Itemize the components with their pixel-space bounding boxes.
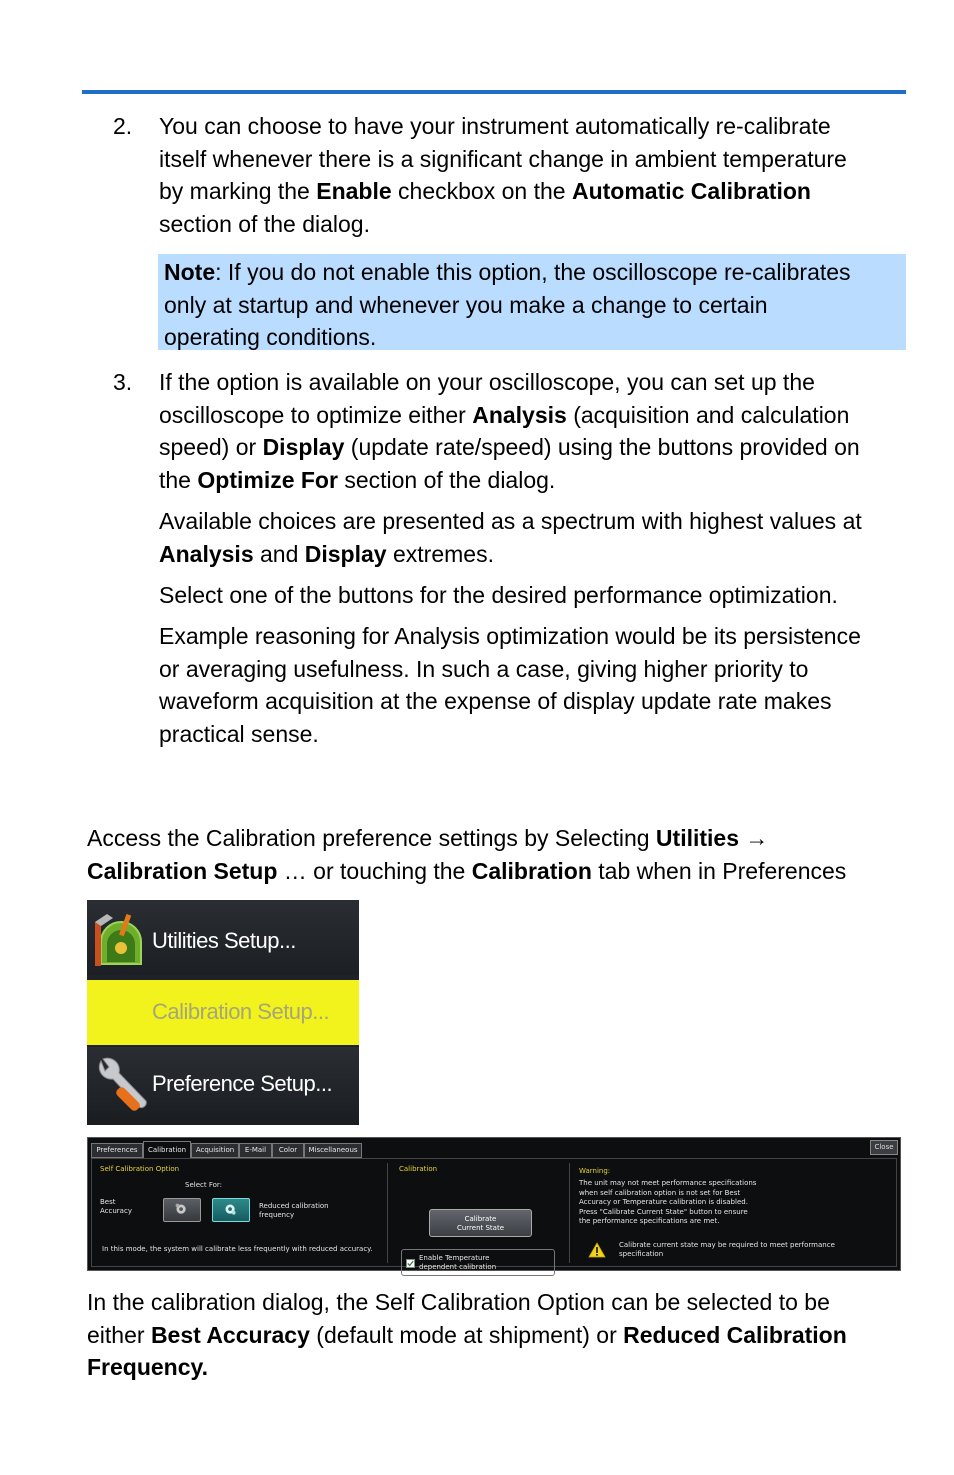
wrench-icon <box>93 1055 149 1115</box>
calibration-section-title: Calibration <box>399 1165 438 1173</box>
note-label: Note <box>164 259 216 285</box>
gear-icon <box>164 1199 200 1221</box>
item-3-para-4: Example reasoning for Analysis optimization would be its persistence or averaging usefulness. In such a case, giving higher priority to waveform acquisition at the expense of display update rate makes practical sense. <box>159 623 861 747</box>
divider-1 <box>387 1163 388 1263</box>
reduced-frequency-label: Reduced calibration frequency <box>259 1202 329 1219</box>
temperature-calibration-group <box>401 1249 555 1276</box>
header-rule <box>82 90 906 94</box>
enable-temperature-label: Enable Temperature dependent calibration <box>419 1254 497 1271</box>
item-2-text: You can choose to have your instrument automatically re-calibrate itself whenever there is a significant change in ambient temperature by marking the Enable checkbox on the Automatic Calibration section of the dialog. <box>159 113 847 237</box>
calibration-dialog-screenshot <box>87 1137 901 1271</box>
self-cal-title: Self Calibration Option <box>100 1165 180 1173</box>
best-accuracy-label: Best Accuracy <box>100 1198 132 1215</box>
best-accuracy-button[interactable] <box>163 1198 201 1222</box>
select-for-label: Select For: <box>185 1181 222 1189</box>
warning-title: Warning: <box>579 1167 611 1175</box>
list-number-2: 2. <box>113 113 133 139</box>
preference-setup-label: Preference Setup... <box>152 1071 333 1096</box>
note-box: Note: If you do not enable this option, the oscilloscope re-calibrates only at startup and whenever you make a change to certain operating conditions. <box>158 254 906 350</box>
item-3-para-3: Select one of the buttons for the desired performance optimization. <box>159 582 838 608</box>
calibrate-current-state-button[interactable]: Calibrate Current State <box>429 1209 532 1237</box>
utilities-setup-label: Utilities Setup... <box>152 928 296 953</box>
tab-preferences[interactable]: Preferences <box>91 1143 143 1158</box>
mode-description: In this mode, the system will calibrate less frequently with reduced accuracy. <box>102 1245 373 1253</box>
tab-miscellaneous[interactable]: Miscellaneous <box>304 1143 362 1158</box>
tab-acquisition[interactable]: Acquisition <box>191 1143 239 1158</box>
closing-paragraph: In the calibration dialog, the Self Calibration Option can be selected to be either Best Accuracy (default mode at shipment) or Reduced Calibration Frequency. <box>87 1289 847 1380</box>
enable-temperature-checkbox[interactable] <box>406 1259 415 1268</box>
access-paragraph: Access the Calibration preference settings by Selecting Utilities → Calibration Setup … or touching the Calibration tab when in Preferences <box>87 825 847 884</box>
checkmark-icon <box>407 1260 414 1267</box>
reduced-frequency-button[interactable] <box>212 1198 250 1222</box>
warning-text-2: Calibrate current state may be required to meet performance specification <box>619 1241 835 1258</box>
warning-text: The unit may not meet performance specifications when self calibration option is not set for Best Accuracy or Temperature calibration is disabled. Press "Calibrate Current State" button to ensure the performance specifications are met. <box>579 1179 757 1225</box>
item-3-text: If the option is available on your oscilloscope, you can set up the oscilloscope to optimize either Analysis (acquisition and calculation speed) or Display (update rate/speed) using the buttons provided on the Optimize For section of the dialog. <box>159 369 860 493</box>
warning-icon <box>588 1242 606 1258</box>
gear-icon-active <box>213 1199 249 1221</box>
utilities-icon <box>93 908 149 968</box>
divider-2 <box>569 1163 570 1263</box>
item-3-para-2: Available choices are presented as a spectrum with highest values at Analysis and Display extremes. <box>159 508 862 567</box>
list-number-3: 3. <box>113 369 133 395</box>
close-button[interactable]: Close <box>870 1140 898 1155</box>
tab-calibration[interactable]: Calibration <box>143 1141 191 1159</box>
calibration-setup-label: Calibration Setup... <box>152 999 330 1024</box>
menu-item-preference-setup[interactable] <box>87 1047 359 1125</box>
tab-email[interactable]: E-Mail <box>239 1143 272 1158</box>
tab-color[interactable]: Color <box>272 1143 304 1158</box>
menu-item-utilities-setup[interactable] <box>87 900 359 975</box>
menu-item-calibration-setup[interactable] <box>87 980 359 1045</box>
utilities-menu-screenshot <box>87 900 359 1125</box>
calibration-panel <box>91 1158 897 1271</box>
